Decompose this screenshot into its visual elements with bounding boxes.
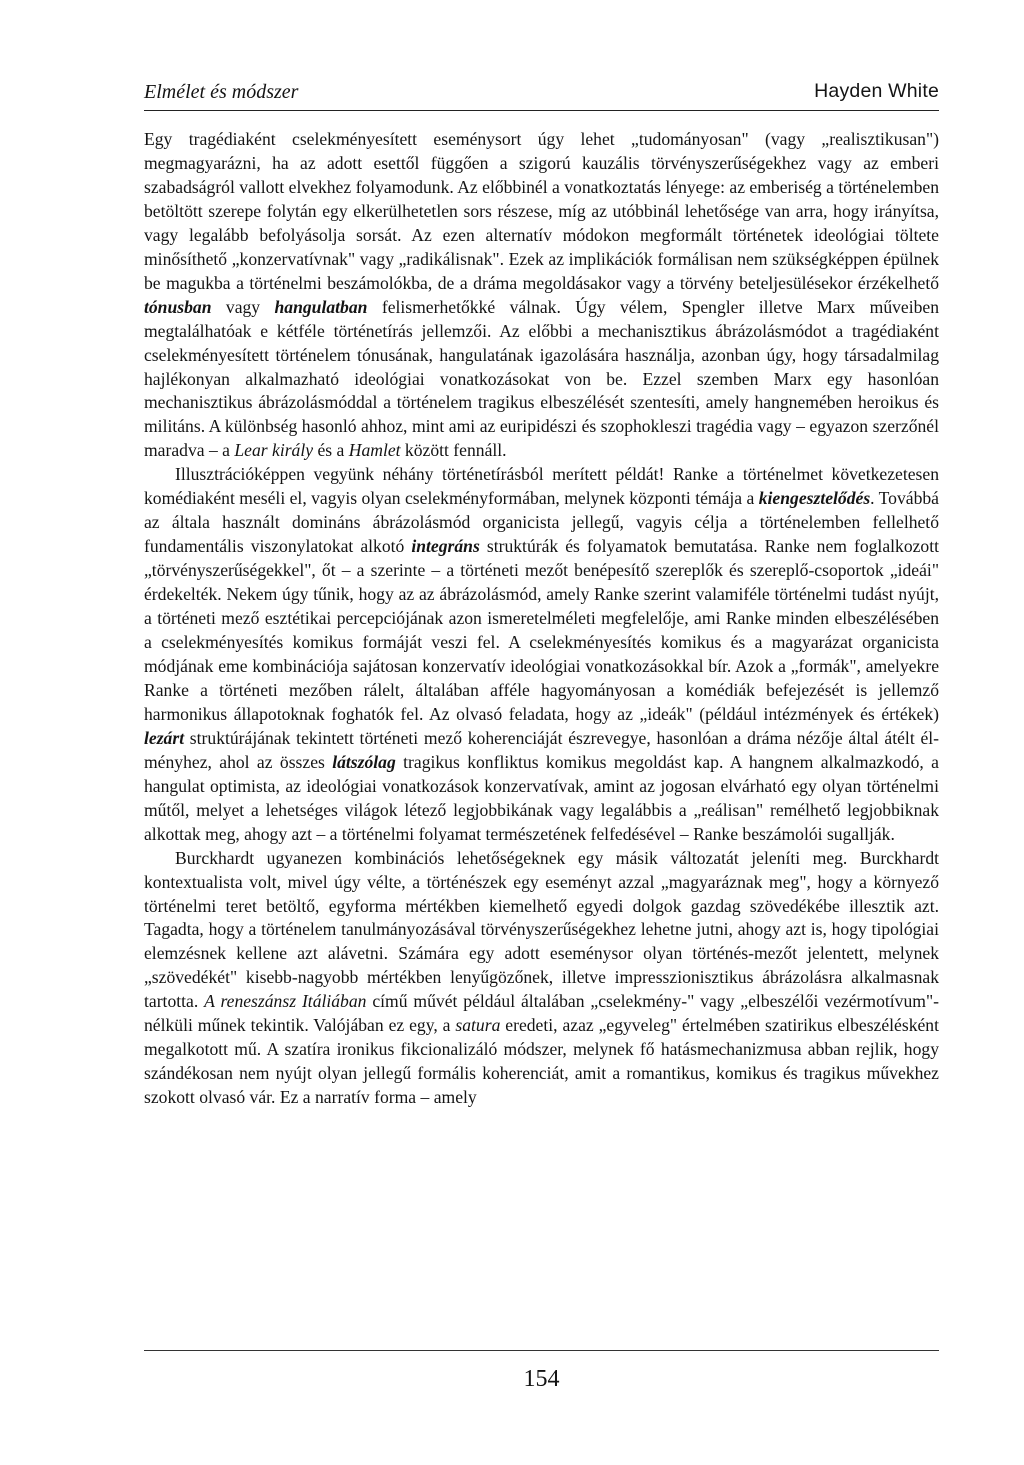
- text-run: tragikus konfliktus komikus megoldást kap. A hangnem alkalmazkodó, a hangulat optimista, az ideológiai vonatkozások konzervatívak, amint az jogosan elvárható egy olyan történelmi műtől, melyet a lehetséges világok létező legjobbikának vagy legalábbis a „reálisan" remélhető legjobbiknak alkottak meg, ahogy azt – a történelmi folyamat természetének felfedésével – Ranke beszámolói sugallják.: [144, 751, 939, 844]
- text-run: . Továbbá az általa használt domináns ábrázolásmód organicista jellegű, vagyis célja a történelemben fellelhető fundamentális viszonylatokat alkotó: [144, 488, 939, 557]
- emphasized-text: integráns: [411, 536, 480, 557]
- text-run: struktúrák és folyamatok bemutatása. Ranke nem foglalkozott „törvényszerűségekkel", őt – a szerinte – a történeti mezőt benépesítő szereplők és szereplő-csoportok „ideái" érdekelték. Nekem úgy tűnik, hogy az az ábrázolásmód, amely Ranke szerint valamiféle történelmi tudást nyújt, a történeti mező esztétikai percepciójának azon ismeretelméleti megfelelője, ami Ranke minden elbeszélésében a cselekményesítés komikus formáját veszi fel. A cselekményesítés komikus és a magyarázat organicista módjának eme kombinációja sajátosan konzervatív ideológiai vonatkozásokkal bír. Azok a „formák", amelyekre Ranke a történeti mezőben rálelt, általában afféle hagyományosan a komédiák befejezését is jellemző harmonikus állapotoknak foghatók fel. Az olvasó feladata, hogy az „ideák" (például intézmények és értékek): [144, 536, 939, 724]
- text-run: eredeti, azaz „egyveleg" értelmében szatirikus elbeszélésként megalkotott mű. A szatíra ironikus fikcionalizáló módszer, melynek fő hatásmechanizmusa abban rejlik, hogy szándékosan nem nyújt olyan jellegű formális koherenciát, amit a romantikus, komikus és tragikus művekhez szokott olvasó vár. Ez a narratív forma – amely: [144, 1015, 939, 1108]
- text-run: és a: [313, 440, 349, 461]
- emphasized-text: Lear király: [234, 440, 314, 461]
- header-author: Hayden White: [814, 80, 939, 102]
- emphasized-text: hangulatban: [274, 296, 368, 317]
- paragraph: [144, 847, 939, 1110]
- paragraph: [144, 128, 939, 463]
- emphasized-text: Hamlet: [348, 440, 401, 461]
- text-run: Egy tragédiaként cselekményesített eseménysort úgy lehet „tudományosan" (vagy „realisztikusan") megmagyarázni, ha az adott esettől függően a szigorú kauzális törvényszerűségekhez vagy az emberi szabadságról vallott elvekhez folyamodunk. Az előbbinél a vonatkoztatás lényege: az emberiség a történelemben betöltött szerepe folytán egy elkerülhetetlen sors részese, míg az utóbbinál lehetősége van arra, hogy irányítsa, vagy legalább befolyásolja sorsát. Az ezen alternatív módokon megformált történetek ideológiai töltete minősíthető „konzervatívnak" vagy „radikálisnak". Ezek az implikációk formálisan nem szükségképpen épülnek be magukba a történelmi beszámolókba, de a dráma megoldásakor vagy a törvény beteljesülésekor érzékelhető: [144, 129, 939, 293]
- header-section-title: Elmélet és módszer: [144, 81, 299, 103]
- emphasized-text: kiengesztelődés: [758, 488, 871, 509]
- body-text: [144, 128, 939, 1110]
- text-run: című művét például általában „cselekmény-" vagy „elbeszélői vezérmotívum"-nélküli műnek tekintik. Valójában ez egy, a: [144, 991, 939, 1036]
- text-run: Burckhardt ugyanezen kombinációs lehetőségeknek egy másik változatát jeleníti meg. Burckhardt kontextualista volt, mivel úgy vélte, a történészek egy eseményt azzal „magyaráznak meg", hogy a környező történelmi teret betöltő, egyforma mértékben kiemelhető egyedi dolgok gazdag szövedékébe illesztik azt. Tagadta, hogy a történelem tanulmányozásával törvényszerűségekhez lehetne jutni, ahogy azt is, hogy tipológiai elemzésnek kellene azt alávetni. Számára egy adott eseménysor olyan történés-mezőt jelentett, melynek „szövedékét" kisebb-nagyobb mértékben lenyűgözőnek, illetve impresszionisztikus ábrázolásra alkalmasnak tartotta.: [144, 847, 939, 1012]
- page-number: 154: [523, 1366, 560, 1392]
- footer-rule: [144, 1350, 939, 1351]
- running-header: [144, 80, 939, 111]
- emphasized-text: látszólag: [332, 751, 396, 772]
- text-run: struktúrájának tekintett történeti mező koherenciáját észrevegye, hasonlóan a dráma nézője által átélt élményhez, ahol az összes: [144, 727, 939, 772]
- paragraph: [144, 463, 939, 846]
- emphasized-text: tónusban: [144, 296, 212, 317]
- emphasized-text: satura: [455, 1015, 501, 1036]
- text-run: vagy: [211, 296, 275, 317]
- text-run: között fennáll.: [400, 440, 507, 461]
- emphasized-text: A reneszánsz Itáliában: [204, 991, 367, 1012]
- emphasized-text: lezárt: [144, 727, 185, 748]
- text-run: Illusztrációképpen vegyünk néhány történetírásból merített példát! Ranke a történelmet következetesen komédiaként meséli el, vagyis olyan cselekményformában, melynek központi témája a: [144, 464, 939, 509]
- text-run: felismerhetőkké válnak. Úgy vélem, Spengler illetve Marx műveiben megtalálhatóak e kétféle történetírás jellemzői. Az előbbi a mechanisztikus ábrázolásmódot a tragédiaként cselekményesített történelem tónusának, hangulatának igazolására használja, azonban úgy, hogy társadalmilag hajlékonyan alkalmazható ideológiai vonatkozásokat von be. Ezzel szemben Marx egy hasonlóan mechanisztikus ábrázolásmóddal a történelem tragikus elbeszélését szentesíti, amely hangnemében heroikus és militáns. A különbség hasonló ahhoz, mint ami az euripidészi és szophokleszi tragédia vagy – egyazon szerzőnél maradva – a: [144, 296, 940, 461]
